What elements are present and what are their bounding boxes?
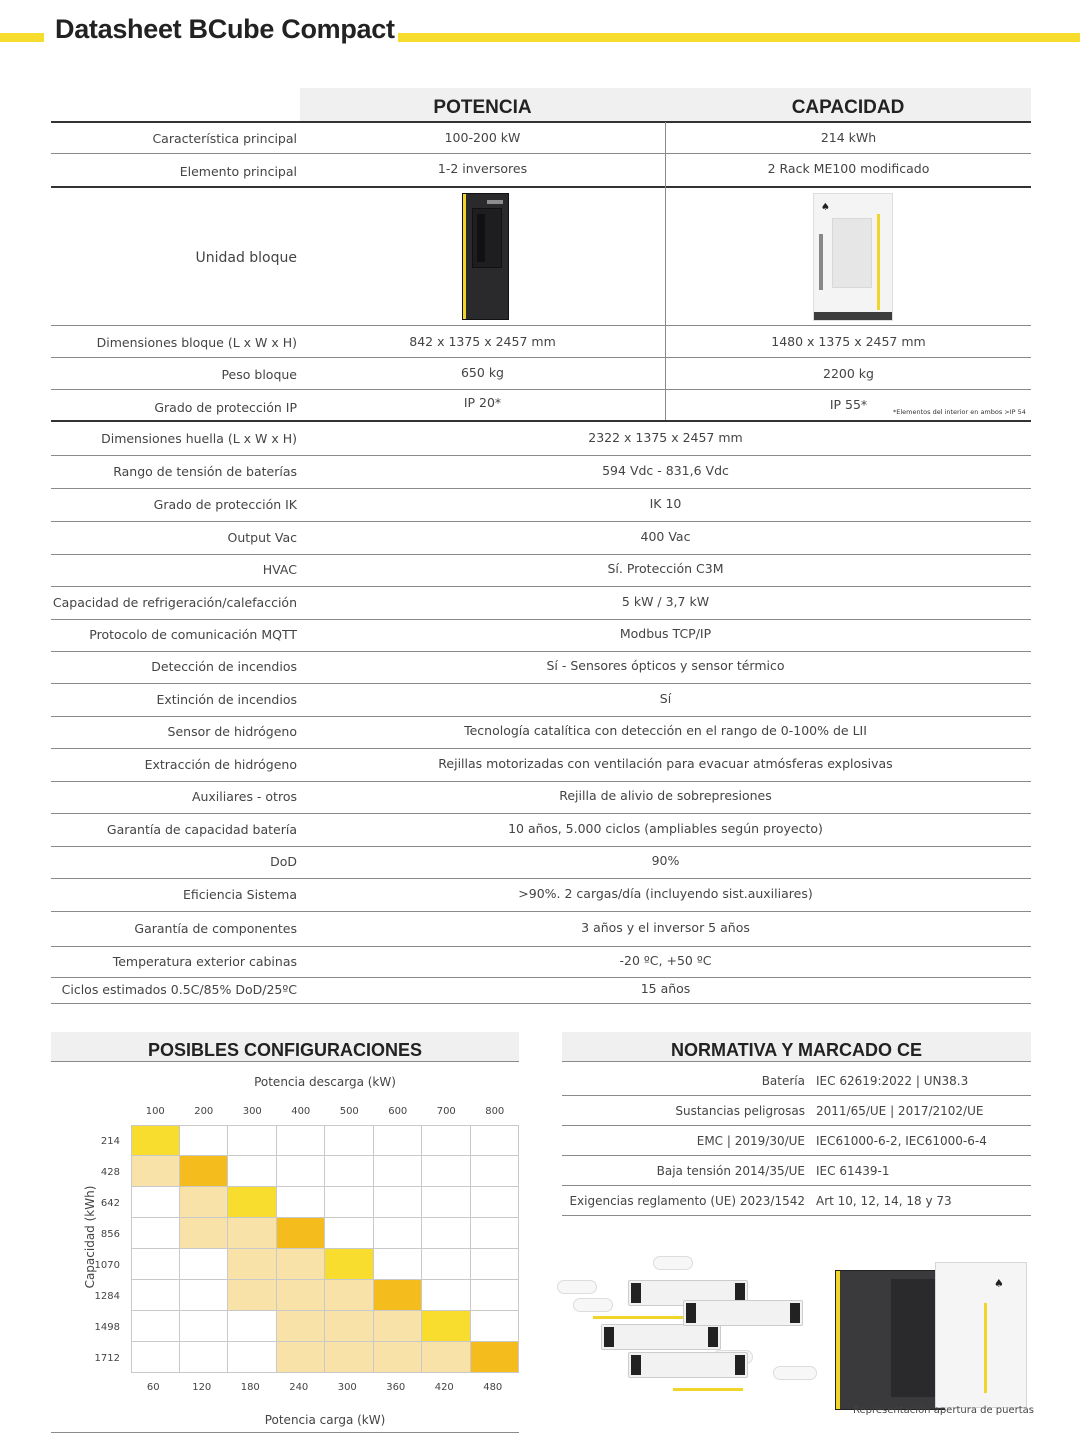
- configs-section-title: POSIBLES CONFIGURACIONES: [51, 1032, 519, 1062]
- config-cell: [180, 1342, 229, 1373]
- cell-capacidad: 214 kWh: [820, 130, 877, 145]
- site-illustration: [553, 1240, 1031, 1412]
- left-tick-label: 856: [100, 1229, 120, 1240]
- battery-block: [683, 1300, 803, 1326]
- config-cell: [374, 1311, 423, 1342]
- header-accent-left: [0, 33, 44, 42]
- config-cell: [374, 1342, 423, 1373]
- page-title: Datasheet BCube Compact: [55, 14, 395, 44]
- config-cell: [131, 1249, 180, 1280]
- config-cell: [422, 1249, 471, 1280]
- row-label: Temperatura exterior cabinas: [112, 953, 297, 969]
- row-divider: [51, 683, 1031, 684]
- cell-value: 2322 x 1375 x 2457 mm: [588, 429, 743, 445]
- row-label: Extracción de hidrógeno: [144, 756, 297, 772]
- cell-value: Sí. Protección C3M: [607, 561, 724, 576]
- row-divider: [51, 455, 1031, 456]
- config-cell: [422, 1342, 471, 1373]
- config-cell: [422, 1187, 471, 1218]
- config-cell: [277, 1311, 326, 1342]
- row-divider: [51, 619, 1031, 620]
- vehicle-icon: [573, 1298, 613, 1312]
- row-divider: [51, 846, 1031, 847]
- bottom-tick-label: 180: [240, 1382, 260, 1393]
- cell-value: Modbus TCP/IP: [619, 626, 712, 641]
- row-label: Rango de tensión de baterías: [113, 463, 297, 479]
- battery-block: [601, 1324, 721, 1350]
- config-cell: [422, 1311, 471, 1342]
- config-cell: [374, 1249, 423, 1280]
- row-divider: [51, 389, 1031, 390]
- config-cell: [422, 1125, 471, 1156]
- cell-value: 90%: [651, 853, 680, 868]
- row-label: Elemento principal: [179, 164, 297, 179]
- open-capacidad-cabinet: [935, 1262, 1027, 1408]
- norm-value: 2011/65/UE | 2017/2102/UE: [816, 1104, 984, 1118]
- config-cell: [471, 1156, 520, 1187]
- norm-label: Baja tensión 2014/35/UE: [656, 1164, 805, 1178]
- row-divider: [51, 716, 1031, 717]
- row-label: DoD: [270, 854, 297, 869]
- cell-value: Rejillas motorizadas con ventilación para evacuar atmósferas explosivas: [438, 755, 893, 771]
- row-divider: [51, 488, 1031, 489]
- norm-row: [562, 1066, 1031, 1096]
- row-divider: [51, 781, 1031, 782]
- left-tick-label: 214: [100, 1136, 120, 1147]
- config-cell: [471, 1187, 520, 1218]
- config-cell: [180, 1311, 229, 1342]
- config-cell: [180, 1187, 229, 1218]
- norm-value: IEC61000-6-2, IEC61000-6-4: [816, 1134, 987, 1148]
- page-header: [0, 12, 1080, 52]
- norm-row: [562, 1096, 1031, 1126]
- row-divider: [51, 153, 1031, 154]
- config-cell: [180, 1280, 229, 1311]
- config-cell: [471, 1342, 520, 1373]
- row-label: Output Vac: [227, 529, 297, 545]
- row-divider: [51, 651, 1031, 652]
- col-header-capacidad: CAPACIDAD: [791, 97, 905, 118]
- cell-value: 400 Vac: [640, 528, 691, 544]
- capacidad-cabinet-image: [813, 193, 893, 321]
- bottom-tick-label: 60: [146, 1382, 160, 1393]
- cell-potencia: IP 20*: [463, 395, 502, 410]
- config-cell: [180, 1249, 229, 1280]
- norm-row: [562, 1126, 1031, 1156]
- row-label: Eficiencia Sistema: [182, 886, 297, 902]
- row-label: HVAC: [262, 562, 297, 577]
- config-cell: [277, 1125, 326, 1156]
- config-cell: [277, 1280, 326, 1311]
- row-divider: [51, 911, 1031, 912]
- config-cell: [374, 1187, 423, 1218]
- config-cell: [131, 1342, 180, 1373]
- row-divider: [51, 586, 1031, 587]
- cell-potencia: 1-2 inversores: [437, 161, 528, 176]
- cell-value: 594 Vdc - 831,6 Vdc: [602, 462, 729, 478]
- top-tick-label: 200: [194, 1106, 214, 1117]
- battery-block: [628, 1352, 748, 1378]
- config-cell: [228, 1342, 277, 1373]
- row-divider: [51, 813, 1031, 814]
- left-tick-label: 1498: [94, 1322, 120, 1333]
- row-label: Peso bloque: [221, 367, 297, 382]
- row-label: Garantía de componentes: [134, 920, 297, 936]
- bottom-tick-label: 420: [434, 1382, 454, 1393]
- config-cell: [374, 1280, 423, 1311]
- row-label: Dimensiones bloque (L x W x H): [96, 335, 297, 350]
- row-divider: [51, 357, 1031, 358]
- cell-value: Tecnología catalítica con detección en el rango de 0-100% de LII: [464, 723, 867, 738]
- row-label: Capacidad de refrigeración/calefacción: [52, 594, 297, 610]
- cell-value: 10 años, 5.000 ciclos (ampliables según proyecto): [508, 820, 823, 836]
- row-label: Auxiliares - otros: [191, 789, 297, 804]
- row-label: Garantía de capacidad batería: [106, 821, 297, 837]
- potencia-cabinet-image: [462, 193, 509, 320]
- cell-value: 5 kW / 3,7 kW: [621, 593, 710, 609]
- row-label: Grado de protección IK: [153, 496, 297, 512]
- row-label: Detección de incendios: [151, 659, 297, 674]
- config-cell: [228, 1249, 277, 1280]
- norm-value: Art 10, 12, 14, 18 y 73: [816, 1194, 952, 1208]
- illustration-caption: Representación apertura de puertas: [853, 1405, 1035, 1416]
- cell-capacidad: 2 Rack ME100 modificado: [767, 161, 930, 176]
- config-cell: [228, 1156, 277, 1187]
- config-cell: [325, 1342, 374, 1373]
- row-divider: [51, 186, 1031, 188]
- config-cell: [277, 1218, 326, 1249]
- config-cell: [325, 1156, 374, 1187]
- config-cell: [374, 1218, 423, 1249]
- row-label: Sensor de hidrógeno: [167, 724, 297, 739]
- norms-section-title: NORMATIVA Y MARCADO CE: [562, 1032, 1031, 1062]
- norm-label: Exigencias reglamento (UE) 2023/1542: [569, 1194, 805, 1208]
- vehicle-icon: [653, 1256, 693, 1270]
- left-tick-label: 428: [100, 1167, 120, 1178]
- config-cell: [228, 1125, 277, 1156]
- config-cell: [471, 1125, 520, 1156]
- config-cell: [228, 1218, 277, 1249]
- config-cell: [131, 1280, 180, 1311]
- left-tick-label: 1070: [94, 1260, 120, 1271]
- config-cell: [374, 1156, 423, 1187]
- config-cell: [471, 1311, 520, 1342]
- norm-value: IEC 62619:2022 | UN38.3: [816, 1074, 969, 1088]
- vehicle-icon: [557, 1280, 597, 1294]
- bottom-tick-label: 360: [386, 1382, 406, 1393]
- bottom-tick-label: 300: [337, 1382, 357, 1393]
- top-tick-label: 500: [339, 1106, 359, 1117]
- row-divider: [51, 946, 1031, 947]
- config-cell: [131, 1311, 180, 1342]
- bottom-tick-label: 240: [289, 1382, 309, 1393]
- config-cell: [422, 1218, 471, 1249]
- cell-value: 15 años: [640, 981, 691, 996]
- top-tick-label: 300: [242, 1106, 262, 1117]
- row-divider: [51, 420, 1031, 422]
- row-label-unidad-bloque: Unidad bloque: [195, 250, 297, 266]
- row-divider: [51, 977, 1031, 978]
- config-cell: [131, 1125, 180, 1156]
- config-cell: [228, 1311, 277, 1342]
- row-label: Extinción de incendios: [156, 691, 297, 707]
- config-cell: [131, 1218, 180, 1249]
- column-divider: [665, 122, 666, 420]
- vehicle-icon: [773, 1366, 817, 1380]
- config-cell: [180, 1125, 229, 1156]
- cell-potencia: 650 kg: [460, 365, 504, 380]
- open-potencia-cabinet: [835, 1270, 945, 1410]
- configuration-grid: [131, 1125, 519, 1373]
- norm-value: IEC 61439-1: [816, 1164, 890, 1178]
- top-tick-label: 600: [388, 1106, 408, 1117]
- config-cell: [325, 1249, 374, 1280]
- config-cell: [325, 1218, 374, 1249]
- norm-row: [562, 1186, 1031, 1216]
- top-tick-label: 100: [145, 1106, 165, 1117]
- ip-footnote: *Elementos del interior en ambos >IP 54: [893, 408, 1026, 416]
- config-cell: [277, 1187, 326, 1218]
- left-axis-title: Capacidad (kWh): [83, 1185, 97, 1289]
- cell-capacidad: IP 55*: [829, 397, 868, 412]
- cell-value: IK 10: [649, 495, 682, 511]
- row-divider: [51, 554, 1031, 555]
- row-label: Característica principal: [152, 131, 297, 146]
- config-cell: [471, 1218, 520, 1249]
- row-divider: [51, 748, 1031, 749]
- config-cell: [277, 1249, 326, 1280]
- left-tick-label: 1712: [94, 1353, 120, 1364]
- cell-value: 3 años y el inversor 5 años: [581, 919, 750, 935]
- config-cell: [422, 1156, 471, 1187]
- cell-value: >90%. 2 cargas/día (incluyendo sist.auxiliares): [518, 885, 813, 901]
- spec-column-headers: [300, 88, 1031, 121]
- norm-row: [562, 1156, 1031, 1186]
- bottom-axis-title: Potencia carga (kW): [264, 1413, 386, 1427]
- bottom-tick-label: 480: [483, 1382, 503, 1393]
- cell-value: Sí: [659, 690, 672, 706]
- cell-value: Sí - Sensores ópticos y sensor térmico: [546, 658, 785, 673]
- config-cell: [422, 1280, 471, 1311]
- config-cell: [228, 1280, 277, 1311]
- configs-bottom-rule: [51, 1432, 519, 1433]
- top-axis-title: Potencia descarga (kW): [254, 1075, 396, 1089]
- row-label: Grado de protección IP: [154, 400, 297, 415]
- config-cell: [325, 1280, 374, 1311]
- row-divider: [51, 325, 1031, 326]
- row-divider: [51, 1003, 1031, 1004]
- config-cell: [325, 1311, 374, 1342]
- left-tick-label: 1284: [94, 1291, 120, 1302]
- cell-value: Rejilla de alivio de sobrepresiones: [559, 788, 772, 803]
- config-cell: [180, 1156, 229, 1187]
- config-cell: [131, 1156, 180, 1187]
- row-label: Dimensiones huella (L x W x H): [101, 430, 297, 446]
- norm-label: Batería: [761, 1074, 805, 1088]
- row-label: Ciclos estimados 0.5C/85% DoD/25ºC: [61, 982, 297, 997]
- cell-potencia: 842 x 1375 x 2457 mm: [409, 334, 556, 349]
- config-cell: [180, 1218, 229, 1249]
- top-tick-label: 800: [485, 1106, 505, 1117]
- config-cell: [228, 1187, 277, 1218]
- row-divider: [51, 878, 1031, 879]
- cell-potencia: 100-200 kW: [444, 130, 521, 145]
- config-cell: [325, 1125, 374, 1156]
- bottom-tick-label: 120: [192, 1382, 212, 1393]
- config-cell: [131, 1187, 180, 1218]
- config-cell: [325, 1187, 374, 1218]
- cell-capacidad: 2200 kg: [823, 366, 874, 381]
- header-accent-right: [398, 33, 1080, 42]
- config-cell: [471, 1280, 520, 1311]
- top-tick-label: 700: [436, 1106, 456, 1117]
- top-tick-label: 400: [291, 1106, 311, 1117]
- cell-value: -20 ºC, +50 ºC: [619, 952, 712, 968]
- yellow-marking: [593, 1316, 683, 1319]
- table-header-rule: [51, 121, 1031, 123]
- spade-logo-icon: ♠: [821, 202, 830, 213]
- norm-label: Sustancias peligrosas: [675, 1104, 805, 1118]
- norm-label: EMC | 2019/30/UE: [696, 1134, 805, 1148]
- row-label: Protocolo de comunicación MQTT: [89, 627, 297, 642]
- left-tick-label: 642: [100, 1198, 120, 1209]
- config-cell: [277, 1156, 326, 1187]
- config-cell: [277, 1342, 326, 1373]
- cell-capacidad: 1480 x 1375 x 2457 mm: [771, 334, 926, 349]
- row-divider: [51, 521, 1031, 522]
- config-cell: [374, 1125, 423, 1156]
- col-header-potencia: POTENCIA: [433, 97, 532, 118]
- spade-logo-icon: ♠: [994, 1277, 1004, 1290]
- yellow-marking: [673, 1388, 743, 1391]
- config-cell: [471, 1249, 520, 1280]
